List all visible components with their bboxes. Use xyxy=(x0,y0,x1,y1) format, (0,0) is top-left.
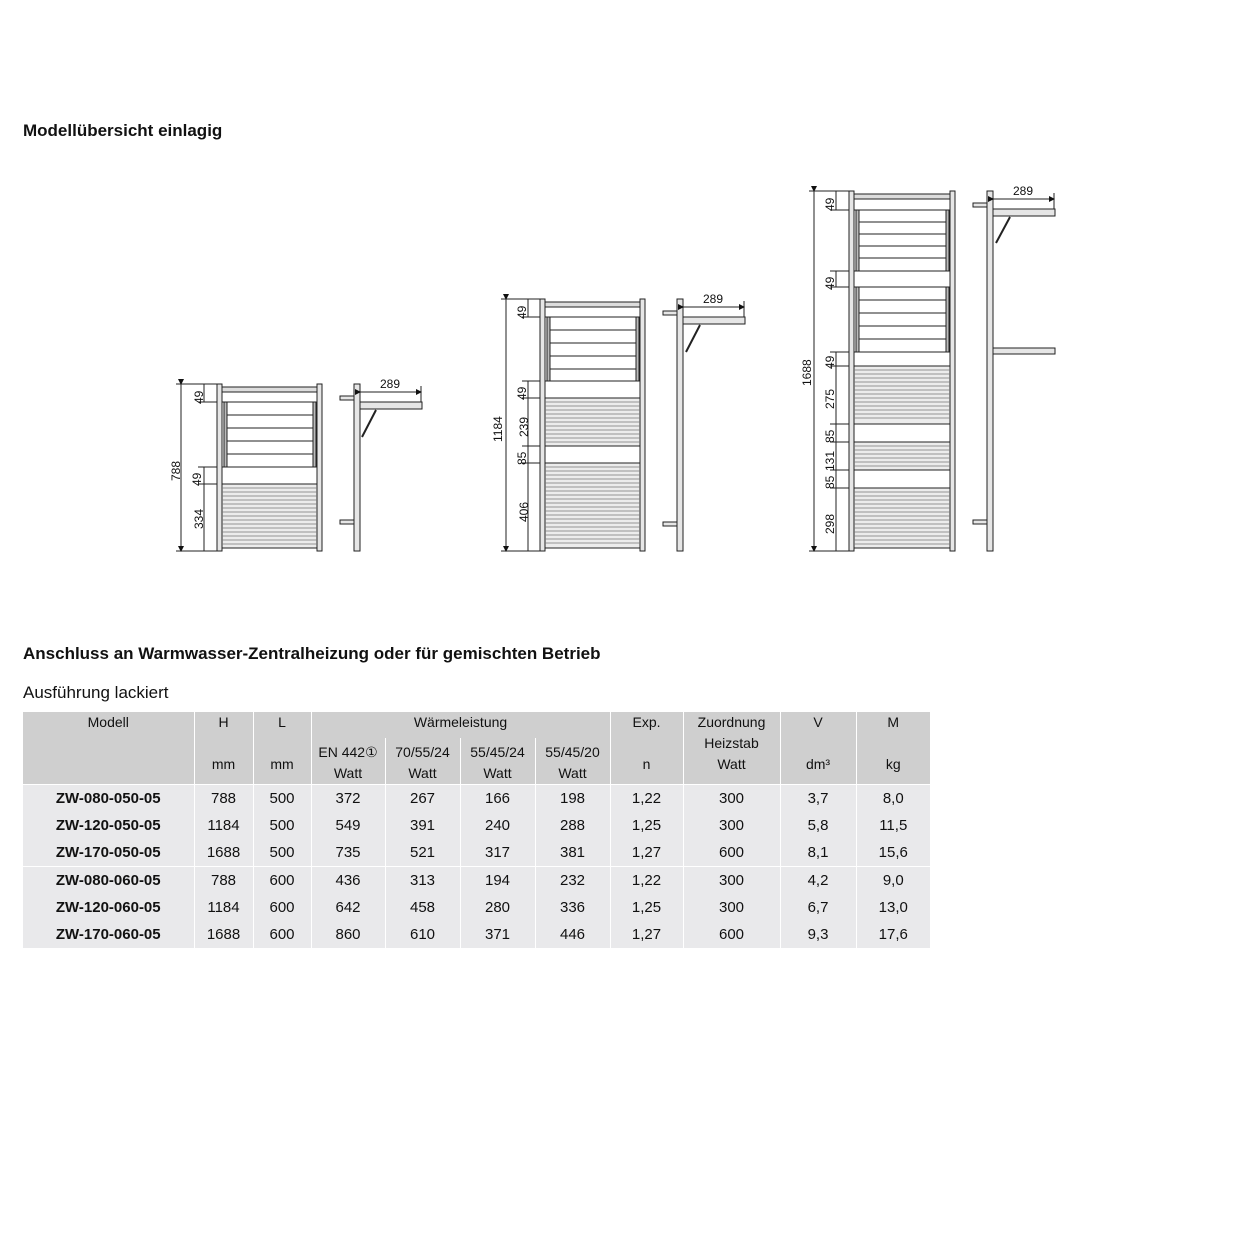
drawing-1688 xyxy=(809,191,955,551)
table-cell: 372 xyxy=(311,785,385,813)
drawing-1688-side xyxy=(973,191,1055,551)
dim-1184-e: 406 xyxy=(517,501,531,522)
table-cell: 1,27 xyxy=(610,839,683,867)
dim-1184-c: 239 xyxy=(517,416,531,437)
header-modell: Modell xyxy=(23,712,194,785)
dim-1688-e: 85 xyxy=(823,429,837,443)
table-cell: 17,6 xyxy=(856,921,930,948)
table-cell: 3,7 xyxy=(780,785,856,813)
table-cell: 6,7 xyxy=(780,894,856,921)
table-cell: 446 xyxy=(535,921,610,948)
table-cell: 1,25 xyxy=(610,812,683,839)
table-cell: 15,6 xyxy=(856,839,930,867)
table-cell: 600 xyxy=(683,921,780,948)
section-title-connection: Anschluss an Warmwasser-Zentralheizung oder für gemischten Betrieb xyxy=(23,644,601,663)
dim-1688-h: 298 xyxy=(823,513,837,534)
table-cell: 500 xyxy=(253,839,311,867)
dim-1688-c: 49 xyxy=(823,355,837,369)
table-cell: 1184 xyxy=(194,812,253,839)
dim-788-a: 49 xyxy=(192,390,206,404)
table-cell: 166 xyxy=(460,785,535,813)
table-cell: 313 xyxy=(385,867,460,895)
dim-1688-a: 49 xyxy=(823,197,837,211)
header-exp: Exp. n xyxy=(610,712,683,785)
technical-drawings xyxy=(0,0,1250,600)
dim-788-height: 788 xyxy=(169,460,183,481)
dim-1688-f: 131 xyxy=(823,450,837,471)
dim-1184-height: 1184 xyxy=(491,416,505,442)
table-row xyxy=(23,921,930,948)
table-cell: 5,8 xyxy=(780,812,856,839)
table-cell: 300 xyxy=(683,867,780,895)
dim-1688-d: 275 xyxy=(823,388,837,409)
table-cell: 4,2 xyxy=(780,867,856,895)
table-cell-model: ZW-080-060-05 xyxy=(23,867,194,895)
table-cell: 391 xyxy=(385,812,460,839)
table-cell: 642 xyxy=(311,894,385,921)
table-cell: 267 xyxy=(385,785,460,813)
table-cell: 1,27 xyxy=(610,921,683,948)
table-cell: 1184 xyxy=(194,894,253,921)
dim-1688-depth: 289 xyxy=(1013,184,1034,198)
dim-788-b: 49 xyxy=(190,472,204,486)
table-cell: 336 xyxy=(535,894,610,921)
table-cell: 788 xyxy=(194,785,253,813)
table-cell: 600 xyxy=(253,894,311,921)
header-55-45-24: 55/45/24 Watt xyxy=(460,738,535,785)
table-cell: 436 xyxy=(311,867,385,895)
header-en442: EN 442① Watt xyxy=(311,738,385,785)
table-cell: 735 xyxy=(311,839,385,867)
table-cell: 232 xyxy=(535,867,610,895)
dim-788-depth: 289 xyxy=(380,377,401,391)
table-cell-model: ZW-170-060-05 xyxy=(23,921,194,948)
table-row xyxy=(23,812,930,839)
table-row xyxy=(23,867,930,895)
table-cell: 288 xyxy=(535,812,610,839)
header-zuordnung: Zuordnung Heizstab Watt xyxy=(683,712,780,785)
header-70-55-24: 70/55/24 Watt xyxy=(385,738,460,785)
table-cell: 9,0 xyxy=(856,867,930,895)
dim-788-c: 334 xyxy=(192,508,206,529)
header-waermeleistung: Wärmeleistung xyxy=(311,712,610,738)
dim-1184-depth: 289 xyxy=(703,292,724,306)
table-cell: 600 xyxy=(683,839,780,867)
table-cell: 600 xyxy=(253,867,311,895)
table-cell: 13,0 xyxy=(856,894,930,921)
table-cell: 1688 xyxy=(194,839,253,867)
drawing-1184-side xyxy=(663,299,745,551)
header-h: H mm xyxy=(194,712,253,785)
table-cell: 8,1 xyxy=(780,839,856,867)
table-cell: 300 xyxy=(683,812,780,839)
table-cell: 300 xyxy=(683,894,780,921)
table-cell: 240 xyxy=(460,812,535,839)
header-m: M kg xyxy=(856,712,930,785)
table-cell: 788 xyxy=(194,867,253,895)
header-55-45-20: 55/45/20 Watt xyxy=(535,738,610,785)
table-cell: 500 xyxy=(253,812,311,839)
table-cell: 1,22 xyxy=(610,867,683,895)
section-subtitle: Ausführung lackiert xyxy=(23,683,169,702)
table-cell: 1,25 xyxy=(610,894,683,921)
dim-1688-b: 49 xyxy=(823,276,837,290)
header-v: V dm³ xyxy=(780,712,856,785)
table-cell: 198 xyxy=(535,785,610,813)
table-cell-model: ZW-170-050-05 xyxy=(23,839,194,867)
table-cell: 458 xyxy=(385,894,460,921)
drawing-788-side xyxy=(340,384,422,551)
table-cell: 371 xyxy=(460,921,535,948)
table-row xyxy=(23,785,930,813)
table-row xyxy=(23,894,930,921)
table-cell: 549 xyxy=(311,812,385,839)
table-cell: 600 xyxy=(253,921,311,948)
table-cell: 317 xyxy=(460,839,535,867)
table-cell-model: ZW-120-060-05 xyxy=(23,894,194,921)
table-cell: 1,22 xyxy=(610,785,683,813)
spec-table xyxy=(23,712,930,948)
table-cell: 381 xyxy=(535,839,610,867)
table-cell-model: ZW-120-050-05 xyxy=(23,812,194,839)
table-cell: 860 xyxy=(311,921,385,948)
dim-1184-b: 49 xyxy=(515,386,529,400)
table-cell: 610 xyxy=(385,921,460,948)
header-l: L mm xyxy=(253,712,311,785)
table-cell: 521 xyxy=(385,839,460,867)
dim-1184-d: 85 xyxy=(515,451,529,465)
table-cell: 11,5 xyxy=(856,812,930,839)
table-cell: 9,3 xyxy=(780,921,856,948)
table-row xyxy=(23,839,930,867)
table-cell: 8,0 xyxy=(856,785,930,813)
table-cell: 280 xyxy=(460,894,535,921)
table-cell: 500 xyxy=(253,785,311,813)
dim-1688-g: 85 xyxy=(823,475,837,489)
table-cell: 1688 xyxy=(194,921,253,948)
section-title-model-overview: Modellübersicht einlagig xyxy=(23,121,223,140)
dim-1184-a: 49 xyxy=(515,305,529,319)
table-cell: 194 xyxy=(460,867,535,895)
table-cell: 300 xyxy=(683,785,780,813)
table-cell-model: ZW-080-050-05 xyxy=(23,785,194,813)
dim-1688-height: 1688 xyxy=(800,359,814,386)
